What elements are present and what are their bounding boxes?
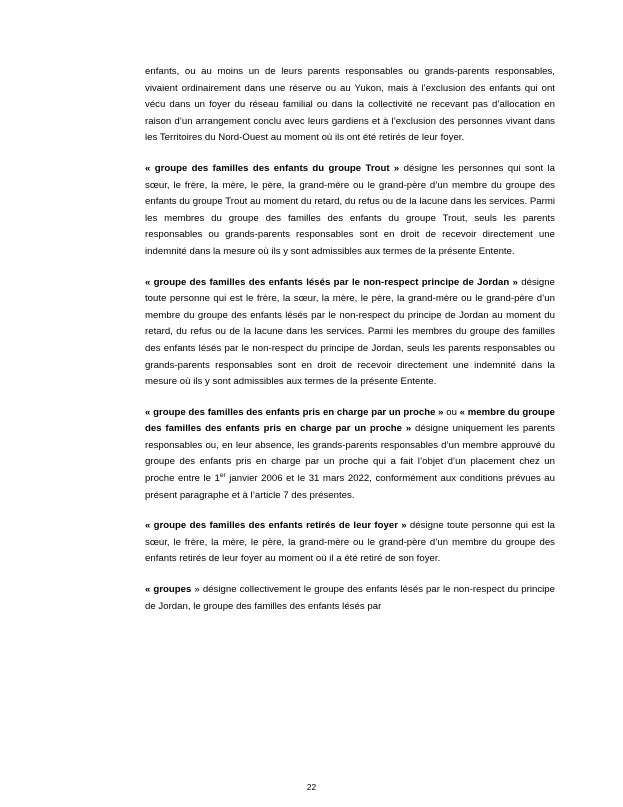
para-continuation <box>145 64 555 147</box>
body-text: désigne toute personne qui est la sœur, le frère, la mère, le père, la grand-mère ou le grand-père d’un membre du groupe des enfants retirés de leur foyer au moment où il a été retiré de son foyer. <box>145 520 555 565</box>
defined-term: « groupe des familles des enfants pris en charge par un proche » <box>145 406 444 418</box>
body-text: enfants, ou au moins un de leurs parents responsables ou grands-parents responsables, vivaient ordinairement dans une réserve ou au Yukon, mais à l’exclusion des enfants qui ont vécu dans un foyer du réseau familial ou dans la collectivité ne recevant pas d’allocation en raison d’un arrangement conclu avec leurs gardiens et à l’exclusion des personnes vivant dans les Territoires du Nord-Ouest au moment où ils ont été retirés de leur foyer. <box>145 66 555 144</box>
para-groupe-familles-trout <box>145 161 555 261</box>
body-text: ou <box>443 406 460 418</box>
para-groupe-familles-proche <box>145 405 555 505</box>
body-text: er <box>219 471 226 479</box>
para-groupe-familles-jordan <box>145 275 555 391</box>
body-text: désigne uniquement les parents responsables ou, en leur absence, les grands-parents responsables d’un membre approuvé du groupe des enfants pris en charge par un proche qui a fait l’objet d’un placement chez un proche entre le 1 <box>145 423 555 485</box>
body-text: » désigne collectivement le groupe des enfants lésés par le non-respect du principe de Jordan, le groupe des familles des enfants lésés par <box>145 584 555 612</box>
defined-term: « groupes <box>145 584 192 596</box>
document-body <box>145 64 555 615</box>
para-groupes <box>145 582 555 615</box>
defined-term: « membre du groupe des familles des enfants pris en charge par un proche » <box>145 406 555 435</box>
defined-term: « groupe des familles des enfants du groupe Trout » <box>145 162 400 174</box>
para-groupe-familles-retires <box>145 518 555 568</box>
body-text: janvier 2006 et le 31 mars 2022, conformément aux conditions prévues au présent paragraphe et à l’article 7 des présentes. <box>145 473 555 501</box>
body-text: désigne les personnes qui sont la sœur, le frère, la mère, le père, la grand-mère ou le grand-père d’un membre du groupe des enfants du groupe Trout au moment du retard, du refus ou de la lacune dans les services. Parmi les membres du groupe des familles des enfants du groupe Trout, seuls les parents responsables ou grands-parents responsables sont en droit de recevoir directement une indemnité dans la mesure où ils y sont admissibles aux termes de la présente Entente. <box>145 162 556 257</box>
page-number: 22 <box>306 782 317 792</box>
defined-term: « groupe des familles des enfants lésés par le non-respect principe de Jordan » <box>145 276 518 288</box>
body-text: désigne toute personne qui est le frère, la sœur, la mère, le père, la grand-mère ou le grand-père d’un membre du groupe des enfants lésés par le non-respect du principe de Jordan au moment du retard, du refus ou de la lacune dans les services. Parmi les membres du groupe des familles des enfants lésés par le non-respect du principe de Jordan, seuls les parents responsables ou grands-parents responsables sont en droit de recevoir directement une indemnité dans la mesure où ils y sont admissibles aux termes de la présente Entente. <box>145 276 555 388</box>
defined-term: « groupe des familles des enfants retirés de leur foyer » <box>145 520 407 532</box>
